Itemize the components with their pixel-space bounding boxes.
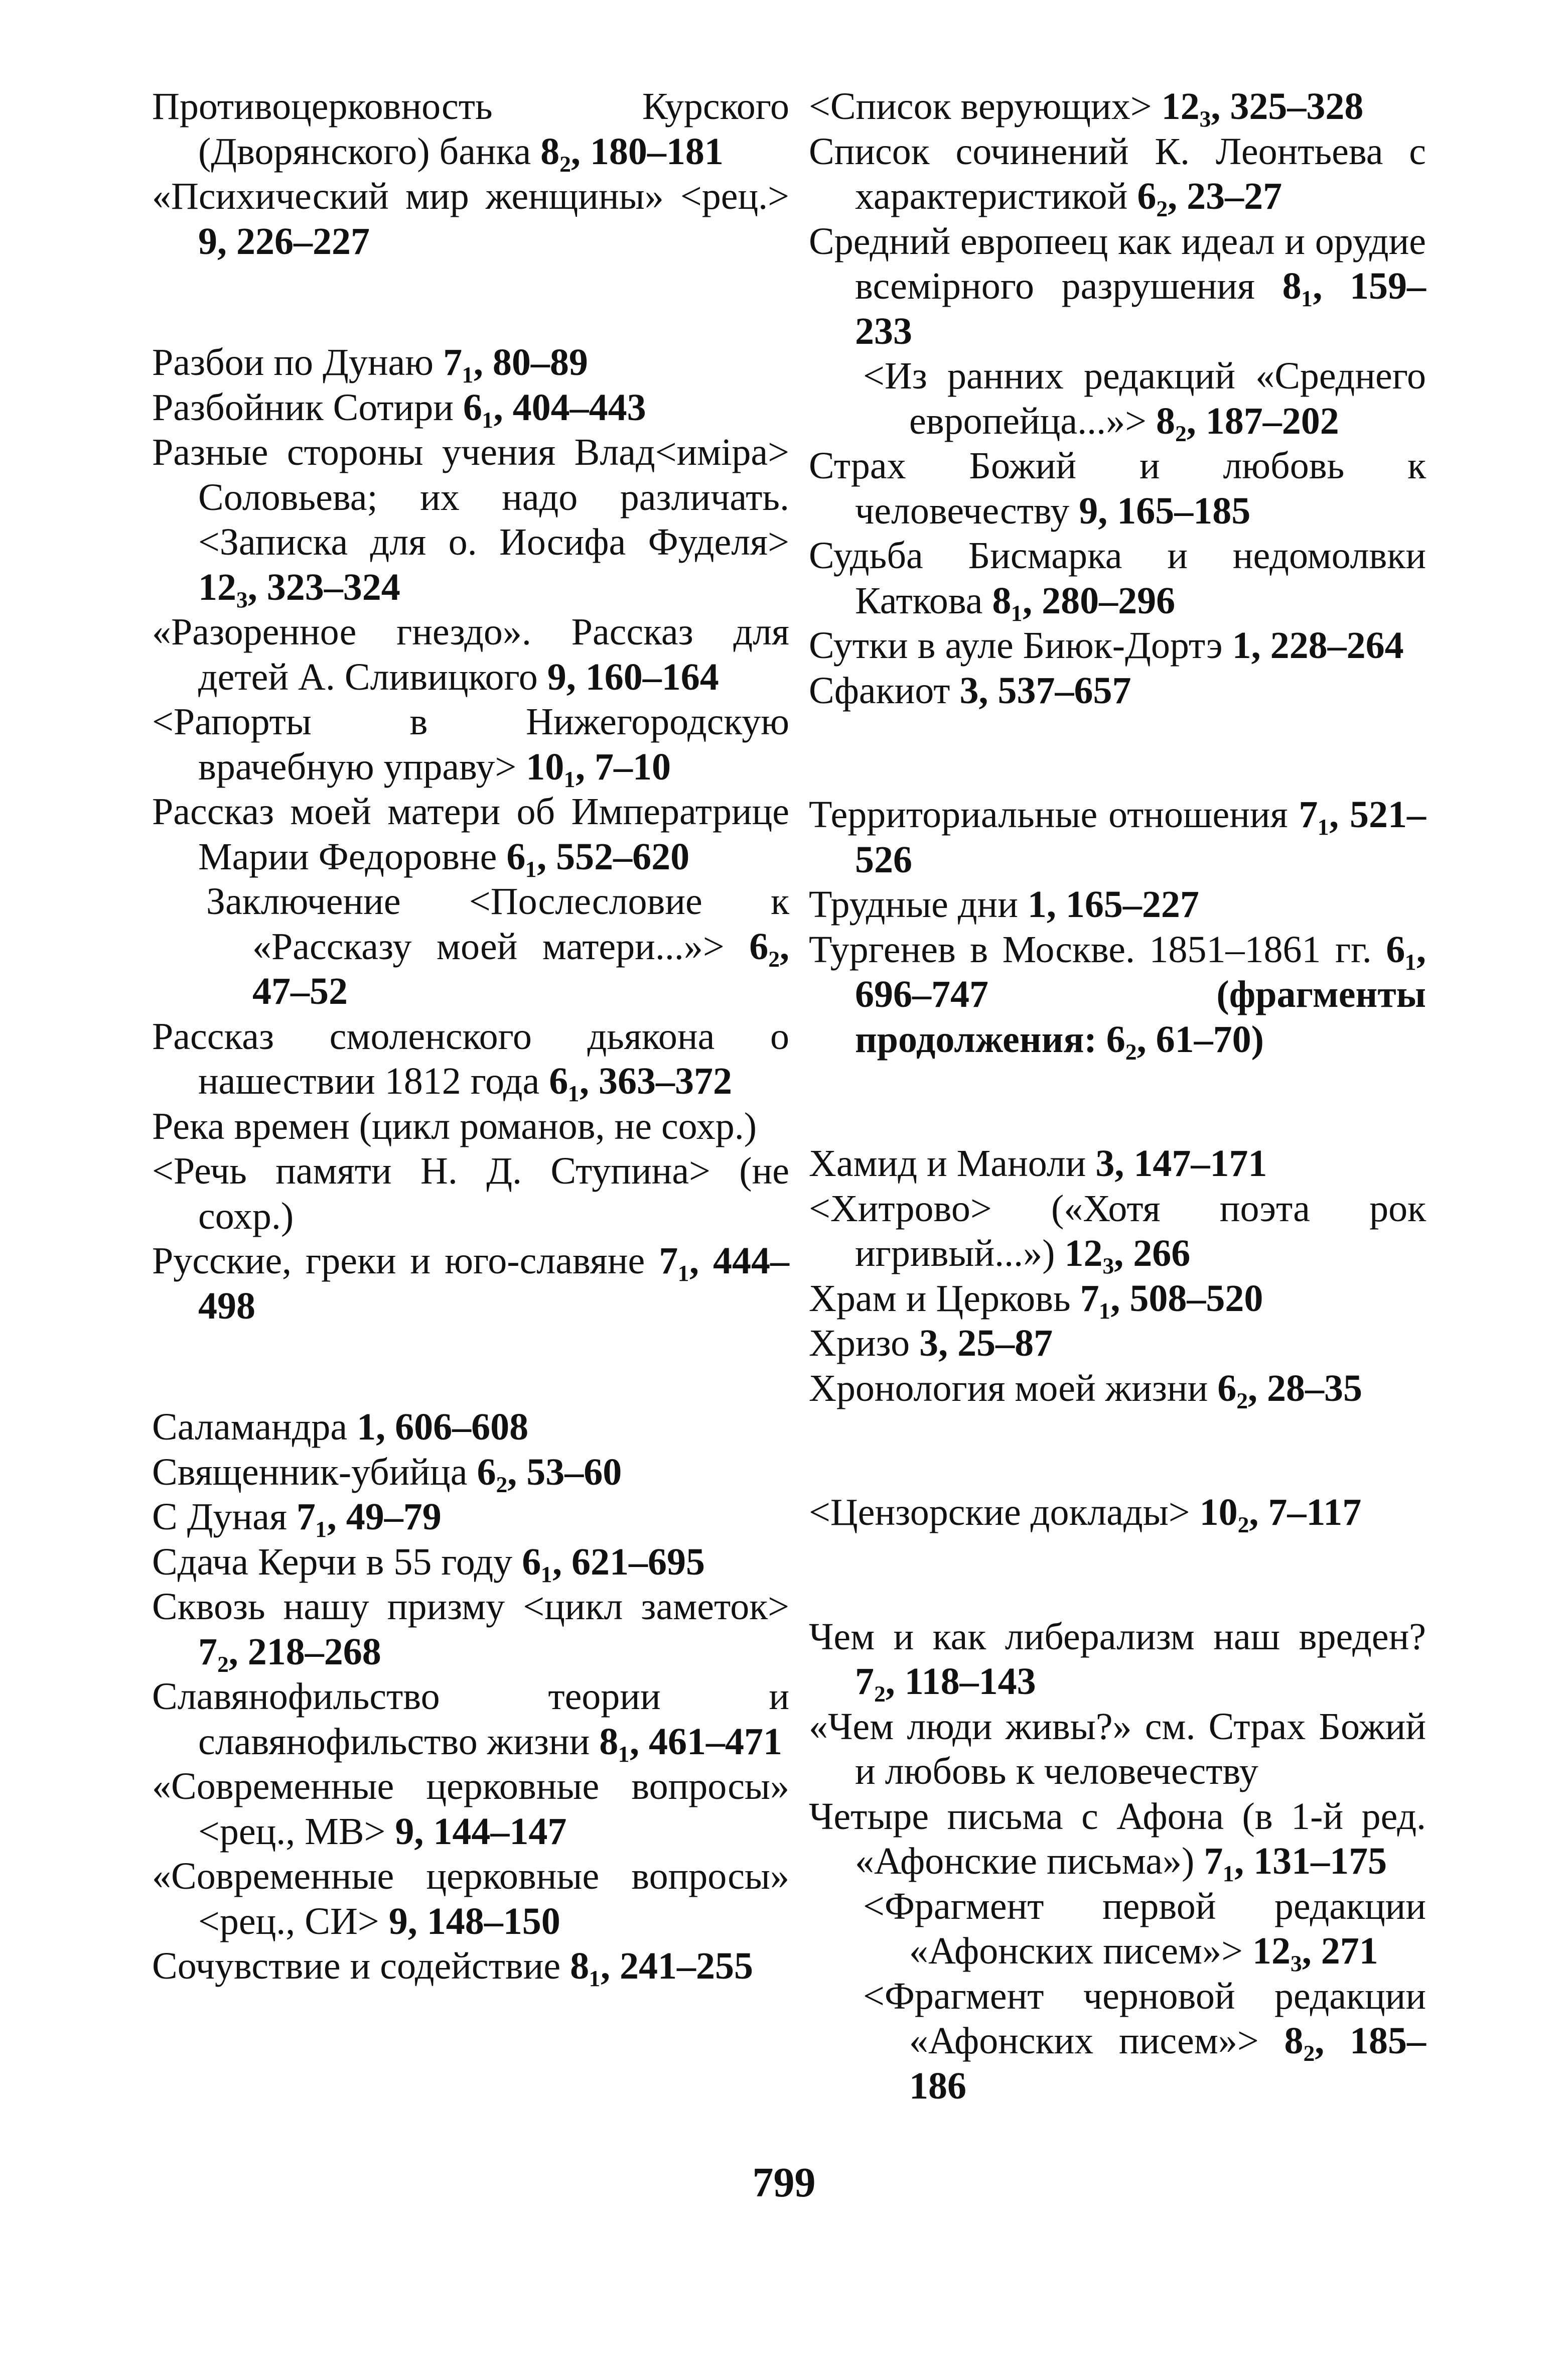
entry-title: <Рапорты в Нижегородскую врачебную управу> <box>152 701 789 788</box>
entry-reference: 8₂, 185–186 <box>909 2020 1426 2107</box>
index-entry <box>152 385 789 431</box>
entry-title: Хронология моей жизни <box>809 1367 1208 1409</box>
entry-title: Священник-убийца <box>152 1451 468 1493</box>
entry-reference: 7₁, 131–175 <box>1204 1840 1387 1882</box>
entry-title: Список сочинений К. Леонтьева с характеристикой <box>809 130 1426 217</box>
index-entry <box>809 1705 1426 1794</box>
entry-reference: 3, 147–171 <box>1095 1142 1267 1185</box>
index-entry <box>152 84 789 174</box>
entry-title: <Цензорские доклады> <box>809 1491 1190 1533</box>
entry-reference: 8₁, 280–296 <box>992 579 1176 622</box>
index-entry <box>152 340 789 385</box>
entry-title: Страх Божий и любовь к человечеству <box>809 445 1426 532</box>
entry-title: Трудные дни <box>809 883 1018 926</box>
index-entry <box>809 84 1426 129</box>
entry-title: Сочувствие и содействие <box>152 1945 561 1987</box>
index-entry <box>152 1944 789 1989</box>
entry-title: <Фрагмент первой редакции «Афонских писем»> <box>863 1885 1426 1972</box>
index-entry <box>152 1014 789 1104</box>
index-entry <box>152 1495 789 1540</box>
index-subentry <box>152 879 789 1014</box>
entry-reference: 6₁, 404–443 <box>463 386 646 429</box>
entry-title: Саламандра <box>152 1406 348 1448</box>
index-entry <box>809 1321 1426 1366</box>
entry-reference: 7₁, 80–89 <box>443 341 588 383</box>
index-entry <box>809 444 1426 534</box>
entry-title: Хамид и Маноли <box>809 1142 1086 1185</box>
index-subentry <box>809 1884 1426 1974</box>
page-number: 799 <box>752 2159 816 2206</box>
entry-reference: 7₂, 118–143 <box>855 1660 1036 1703</box>
index-column-right <box>809 84 1426 2109</box>
entry-title: Тургенев в Москве. 1851–1861 гг. <box>809 928 1372 971</box>
entry-title: Рассказ моей матери об Императрице Марии Федоровне <box>152 791 789 878</box>
entry-reference: 10₂, 7–117 <box>1199 1491 1362 1533</box>
entry-title: Славянофильство теории и славянофильство жизни <box>152 1675 789 1763</box>
entry-reference: 9, 226–227 <box>198 220 370 263</box>
entry-title: Сутки в ауле Биюк-Дортэ <box>809 624 1223 667</box>
index-entry <box>809 1366 1426 1411</box>
index-entry <box>152 790 789 879</box>
entry-title: Средний европеец как идеал и орудие всемiрного разрушения <box>809 220 1426 307</box>
entry-reference: 8₂, 180–181 <box>540 130 724 173</box>
entry-reference: 12₃, 325–328 <box>1161 85 1364 127</box>
entry-title: «Современные церковные вопросы» <рец., МВ> <box>152 1765 789 1853</box>
index-entry <box>809 219 1426 354</box>
entry-title: «Чем люди живы?» см. Страх Божий и любовь к человечеству <box>809 1705 1426 1792</box>
entry-title: Четыре письма с Афона (в 1-й ред. «Афонские письма») <box>809 1795 1426 1882</box>
entry-title: «Разоренное гнездо». Рассказ для детей А. Сливицкого <box>152 611 789 698</box>
entry-title: Русские, греки и юго-славяне <box>152 1240 645 1282</box>
entry-title: Разбои по Дунаю <box>152 341 434 383</box>
entry-reference: 7₁, 508–520 <box>1080 1277 1263 1320</box>
index-entry <box>809 1794 1426 1884</box>
index-subentry <box>809 1974 1426 2109</box>
entry-title: Хризо <box>809 1322 910 1364</box>
entry-title: С Дуная <box>152 1496 287 1538</box>
index-entry <box>152 1149 789 1239</box>
entry-reference: 1, 165–227 <box>1027 883 1199 926</box>
entry-reference: 7₁, 444–498 <box>198 1240 789 1327</box>
entry-title: Храм и Церковь <box>809 1277 1071 1320</box>
entry-reference: 12₃, 323–324 <box>198 566 400 608</box>
index-entry <box>809 1276 1426 1322</box>
index-entry <box>809 928 1426 1063</box>
entry-reference: 3, 25–87 <box>919 1322 1053 1364</box>
entry-reference: 7₁, 49–79 <box>296 1496 442 1538</box>
index-entry <box>152 1104 789 1149</box>
entry-title: <Фрагмент черновой редакции «Афонских писем»> <box>863 1975 1426 2062</box>
index-subentry <box>809 354 1426 444</box>
entry-reference: 6₂, 23–27 <box>1137 175 1282 217</box>
index-entry <box>152 610 789 700</box>
entry-title: Сфакиот <box>809 669 950 712</box>
entry-title: <Из ранних редакций «Среднего европейца...»> <box>863 355 1426 442</box>
entry-reference: 6₂, 28–35 <box>1217 1367 1363 1409</box>
entry-title: Заключение <Послесловие к «Рассказу моей матери...»> <box>206 880 789 968</box>
index-column-left <box>152 84 789 1989</box>
entry-reference: 8₁, 241–255 <box>570 1945 753 1987</box>
entry-title: <Речь памяти Н. Д. Ступина> (не сохр.) <box>152 1150 789 1237</box>
index-entry <box>152 700 789 790</box>
index-entry <box>152 1585 789 1674</box>
entry-title: Сдача Керчи в 55 году <box>152 1540 513 1583</box>
entry-reference: 6₂, 47–52 <box>252 925 790 1012</box>
index-entry <box>809 129 1426 219</box>
index-entry <box>809 793 1426 882</box>
index-entry <box>152 1854 789 1944</box>
index-entry <box>152 174 789 264</box>
entry-reference: 1, 228–264 <box>1232 624 1404 667</box>
entry-reference: 8₁, 159–233 <box>855 265 1426 352</box>
entry-reference: 8₂, 187–202 <box>1156 400 1339 442</box>
entry-reference: 9, 144–147 <box>395 1810 567 1853</box>
entry-reference: 12₃, 271 <box>1252 1930 1378 1972</box>
entry-reference: 6₂, 53–60 <box>477 1451 622 1493</box>
entry-reference: 6₁, 552–620 <box>506 835 690 878</box>
entry-title: «Современные церковные вопросы» <рец., СИ> <box>152 1855 789 1942</box>
entry-reference: 7₂, 218–268 <box>198 1630 381 1673</box>
entry-reference: 10₁, 7–10 <box>526 745 671 788</box>
entry-reference: 7₁, 521–526 <box>855 794 1426 881</box>
entry-title: Судьба Бисмарка и недомолвки Каткова <box>809 535 1426 622</box>
entry-title: <Список верующих> <box>809 85 1152 127</box>
index-entry <box>809 882 1426 928</box>
index-entry <box>152 1674 789 1764</box>
entry-title: Река времен (цикл романов, не сохр.) <box>152 1105 757 1147</box>
entry-reference: 3, 537–657 <box>959 669 1131 712</box>
entry-reference: 6₁, 696–747 (фрагменты продолжения: 6₂, 61–70) <box>855 928 1427 1061</box>
index-entry <box>152 430 789 610</box>
entry-reference: 8₁, 461–471 <box>599 1720 783 1763</box>
entry-reference: 9, 160–164 <box>547 656 719 698</box>
entry-title: Разбойник Сотири <box>152 386 454 429</box>
index-entry <box>809 623 1426 669</box>
index-entry <box>152 1239 789 1329</box>
entry-reference: 12₃, 266 <box>1064 1232 1191 1274</box>
entry-title: Территориальные отношения <box>809 794 1288 836</box>
index-entry <box>152 1405 789 1450</box>
index-entry <box>809 1490 1426 1535</box>
index-entry <box>152 1450 789 1495</box>
entry-reference: 6₁, 363–372 <box>549 1060 733 1102</box>
entry-reference: 6₁, 621–695 <box>522 1540 705 1583</box>
index-entry <box>809 1141 1426 1187</box>
index-entry <box>152 1764 789 1854</box>
index-entry <box>809 1187 1426 1276</box>
index-entry <box>809 669 1426 714</box>
entry-title: Разные стороны учения Влад<имiра> Соловьева; их надо различать. <Записка для о. Иосифа Фуделя> <box>152 431 789 563</box>
entry-title: <Хитрово> («Хотя поэта рок игривый...») <box>809 1187 1426 1274</box>
index-entry <box>809 534 1426 623</box>
entry-reference: 1, 606–608 <box>357 1406 529 1448</box>
entry-title: Чем и как либерализм наш вреден? <box>809 1615 1426 1658</box>
index-entry <box>152 1540 789 1585</box>
index-entry <box>809 1615 1426 1705</box>
entry-reference: 9, 148–150 <box>388 1900 560 1942</box>
entry-reference: 9, 165–185 <box>1079 489 1251 532</box>
entry-title: Сквозь нашу призму <цикл заметок> <box>152 1586 789 1628</box>
entry-title: Противоцерковность Курского (Дворянского) банка <box>152 85 789 173</box>
entry-title: «Психический мир женщины» <рец.> <box>152 175 789 217</box>
entry-title: Рассказ смоленского дьякона о нашествии 1812 года <box>152 1015 789 1102</box>
